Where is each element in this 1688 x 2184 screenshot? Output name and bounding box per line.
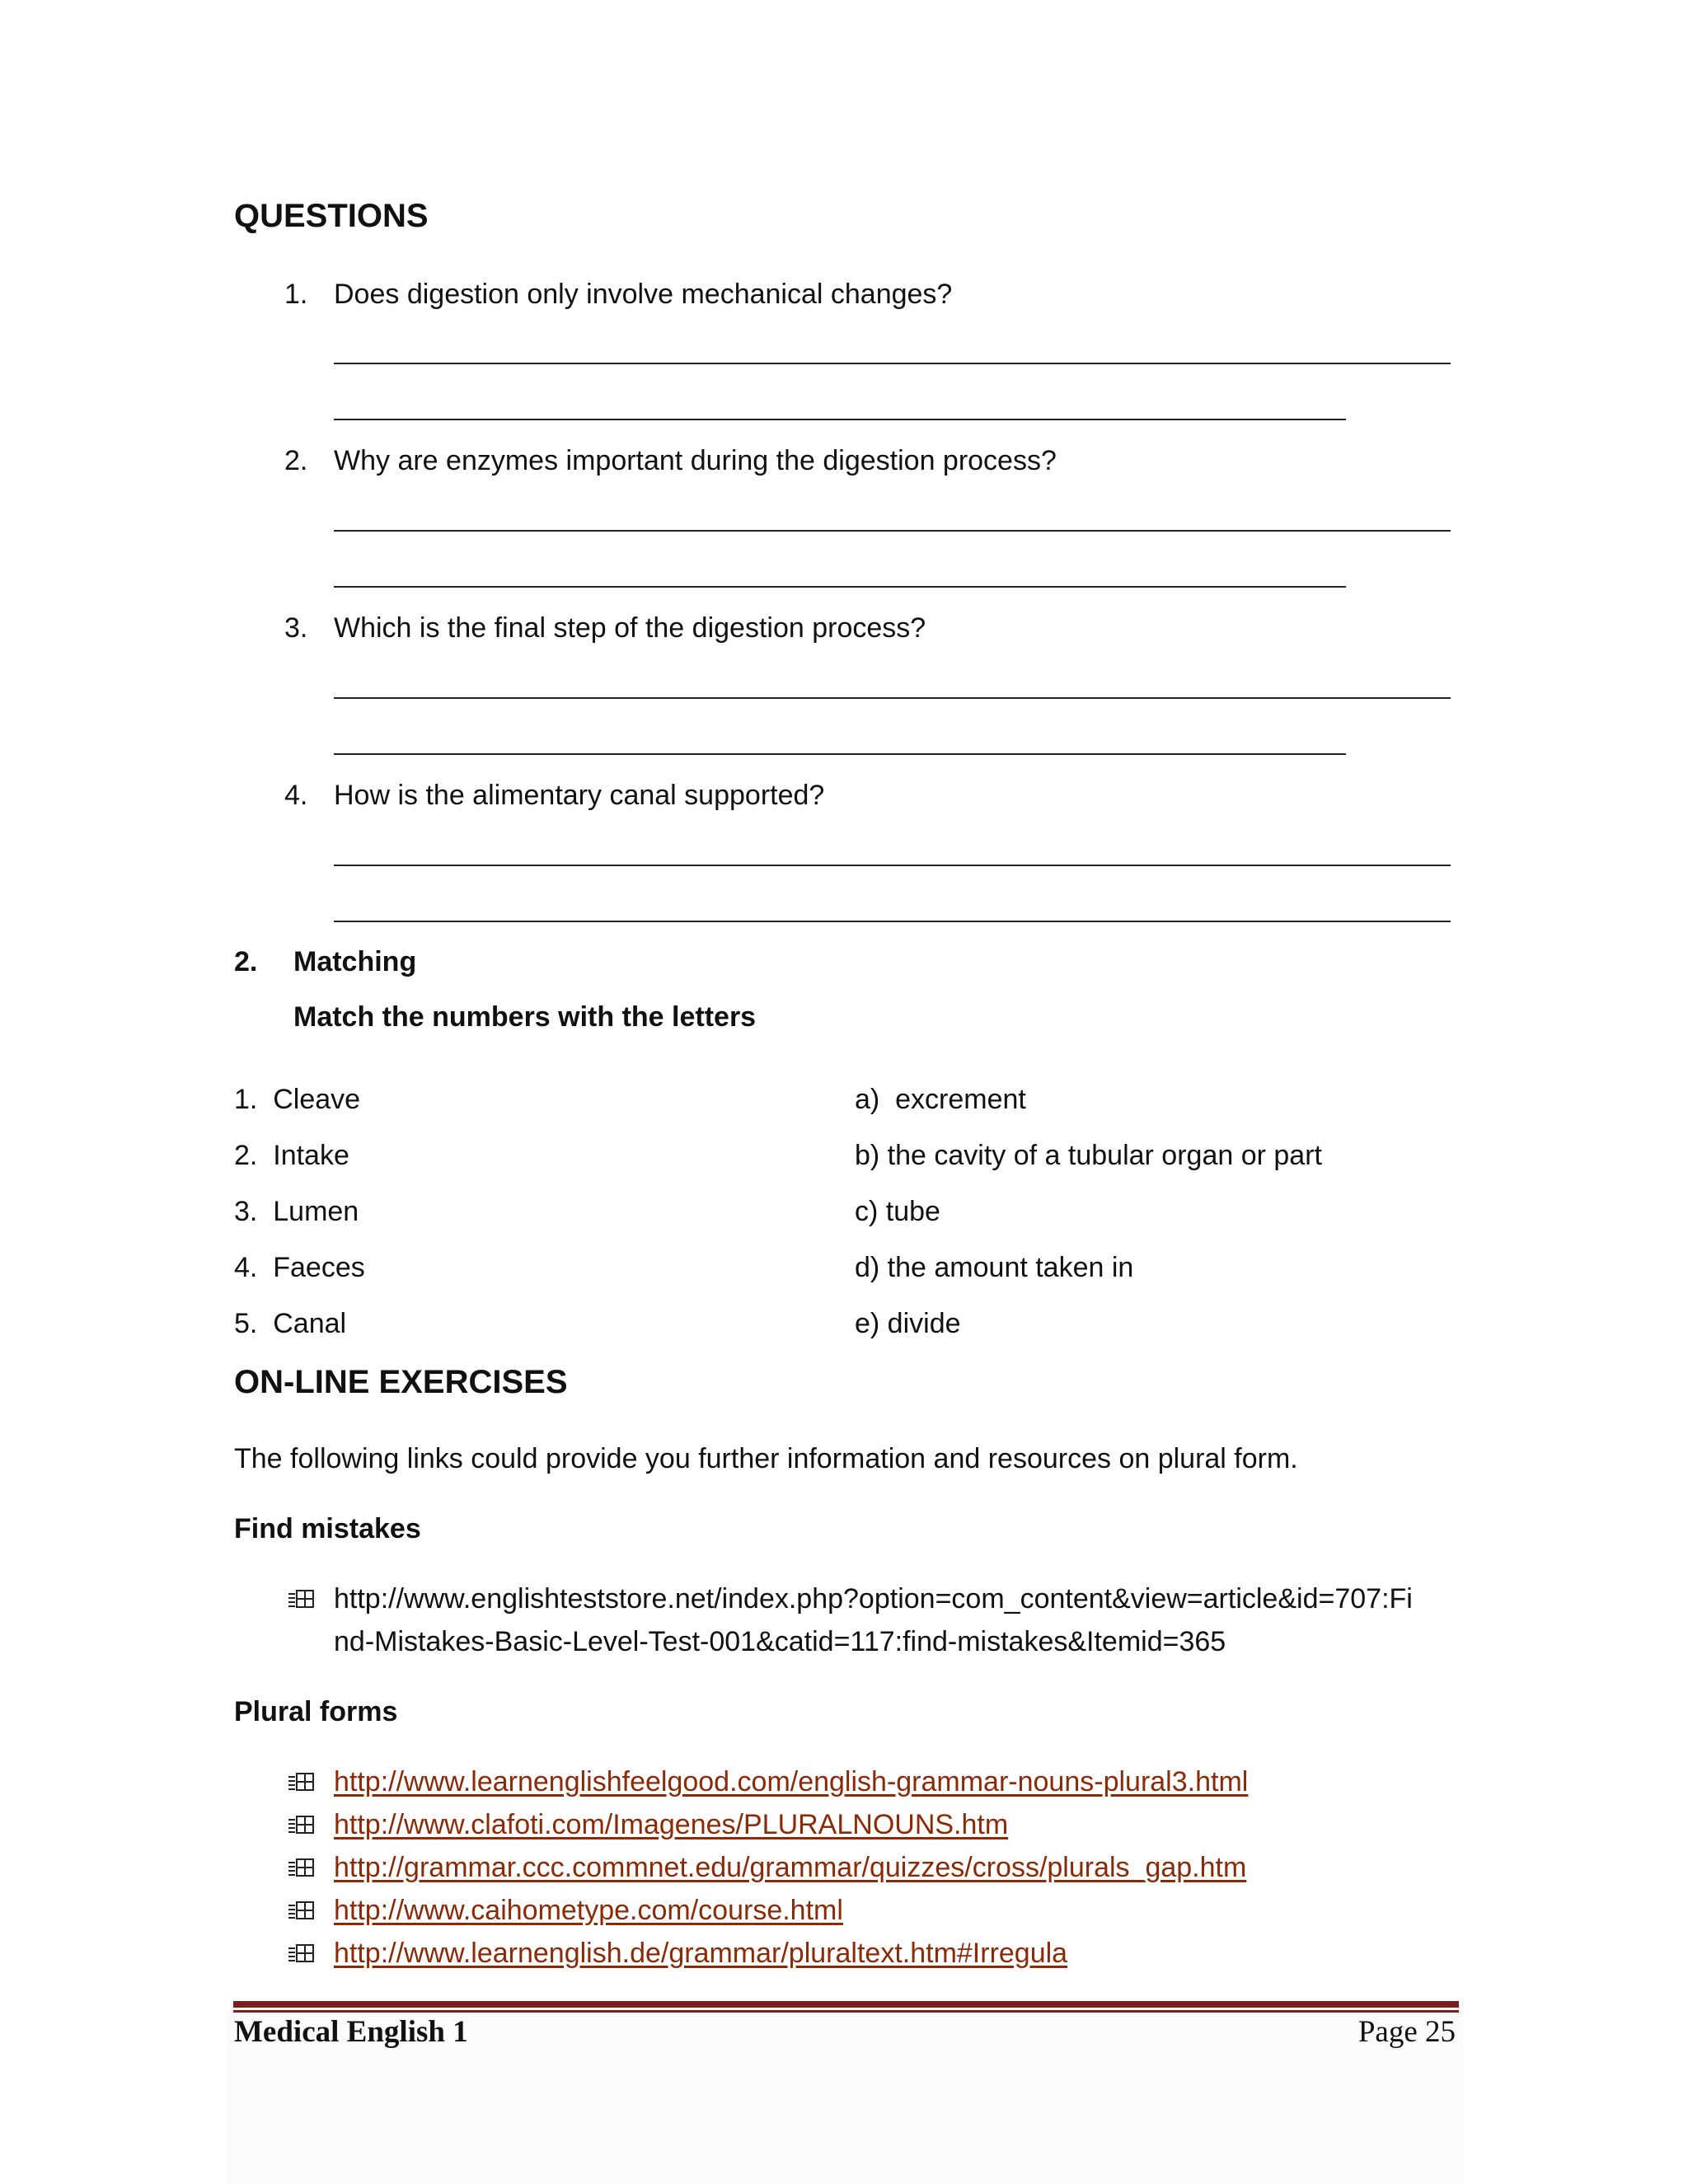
question-number: 3.: [284, 612, 308, 644]
footer-book-title: Medical English 1: [234, 2015, 468, 2049]
answer-line: [334, 530, 1451, 532]
answer-line: [334, 921, 1451, 922]
plural-link[interactable]: http://www.learnenglish.de/grammar/pluraltext.htm#Irregula: [334, 1938, 1068, 1969]
matching-term: 4. Faeces: [234, 1252, 365, 1283]
question-text: Does digestion only involve mechanical changes?: [334, 279, 953, 310]
answer-line: [334, 363, 1451, 364]
matching-instruction: Match the numbers with the letters: [293, 1001, 757, 1033]
matching-term: 1. Cleave: [234, 1084, 361, 1115]
plural-link[interactable]: http://www.clafoti.com/Imagenes/PLURALNOUNS.htm: [334, 1809, 1009, 1840]
online-intro: The following links could provide you further information and resources on plural form.: [234, 1443, 1298, 1474]
question-text: How is the alimentary canal supported?: [334, 780, 825, 811]
book-bullet-icon: [287, 1858, 315, 1879]
question-number: 1.: [284, 279, 308, 310]
answer-line: [334, 865, 1451, 866]
plural-link[interactable]: http://grammar.ccc.commnet.edu/grammar/quizzes/cross/plurals_gap.htm: [334, 1852, 1247, 1883]
answer-line: [334, 586, 1346, 588]
find-mistakes-heading: Find mistakes: [234, 1513, 421, 1544]
book-bullet-icon: [287, 1772, 315, 1793]
matching-definition: c) tube: [855, 1196, 940, 1227]
answer-line: [334, 419, 1346, 420]
plural-forms-heading: Plural forms: [234, 1696, 398, 1727]
question-number: 4.: [284, 780, 308, 811]
online-exercises-heading: ON-LINE EXERCISES: [234, 1364, 568, 1400]
question-text: Which is the final step of the digestion process?: [334, 612, 926, 644]
matching-definition: d) the amount taken in: [855, 1252, 1134, 1283]
footer-page-number: Page 25: [1357, 2015, 1456, 2049]
question-number: 2.: [284, 445, 308, 476]
book-bullet-icon: [287, 1589, 315, 1610]
footer-rule-thin: [233, 2010, 1459, 2013]
footer-rule: [233, 2001, 1459, 2008]
plural-link[interactable]: http://www.learnenglishfeelgood.com/english-grammar-nouns-plural3.html: [334, 1766, 1249, 1797]
answer-line: [334, 753, 1346, 755]
matching-term: 3. Lumen: [234, 1196, 359, 1227]
matching-title: Matching: [293, 946, 417, 977]
answer-line: [334, 697, 1451, 699]
question-text: Why are enzymes important during the digestion process?: [334, 445, 1057, 476]
matching-definition: e) divide: [855, 1308, 961, 1339]
matching-term: 5. Canal: [234, 1308, 347, 1339]
find-mistakes-link-continued[interactable]: nd-Mistakes-Basic-Level-Test-001&catid=117:find-mistakes&Itemid=365: [334, 1626, 1226, 1657]
matching-definition: a) excrement: [855, 1084, 1026, 1115]
questions-heading: QUESTIONS: [234, 198, 429, 234]
book-bullet-icon: [287, 1815, 315, 1836]
matching-number: 2.: [234, 946, 258, 977]
book-bullet-icon: [287, 1943, 315, 1965]
plural-link[interactable]: http://www.caihometype.com/course.html: [334, 1895, 843, 1926]
book-bullet-icon: [287, 1900, 315, 1922]
find-mistakes-link[interactable]: http://www.englishteststore.net/index.php?option=com_content&view=article&id=707:Fi: [334, 1583, 1413, 1615]
matching-definition: b) the cavity of a tubular organ or part: [855, 1140, 1322, 1171]
matching-term: 2. Intake: [234, 1140, 349, 1171]
